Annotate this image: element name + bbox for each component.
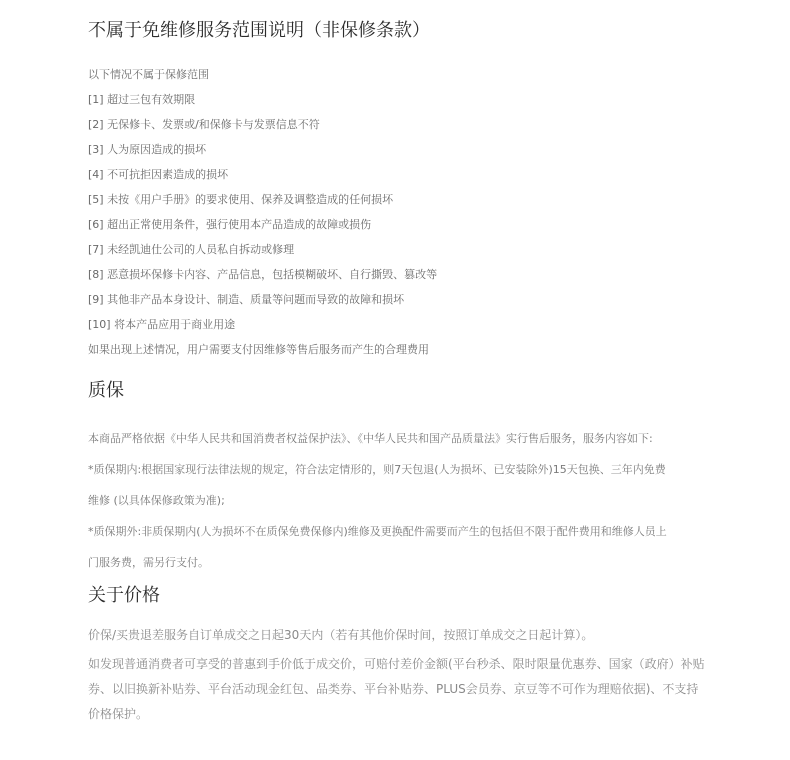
exclusion-intro: 以下情况不属于保修范围 — [88, 68, 209, 81]
price-heading: 关于价格 — [88, 585, 160, 606]
warranty-out-period-line2: 门服务费，需另行支付。 — [88, 556, 209, 569]
exclusion-item-2: [2] 无保修卡、发票或/和保修卡与发票信息不符 — [88, 118, 320, 131]
price-compensation-text: 如发现普通消费者可享受的普惠到手价低于成交价，可赔付差价金额(平台秒杀、限时限量优惠券、国家（政府）补贴券、以旧换新补贴券、平台活动现金红包、品类券、平台补贴券、PLUS会员券、京豆等不可作为理赔依据)、不支持价格保护。 — [88, 657, 705, 721]
price-section — [88, 623, 710, 727]
exclusion-item-9: [9] 其他非产品本身设计、制造、质量等问题而导致的故障和损坏 — [88, 293, 405, 306]
exclusion-item-7: [7] 未经凯迪仕公司的人员私自拆动或修理 — [88, 243, 295, 256]
warranty-in-period-line1: *质保期内:根据国家现行法律法规的规定，符合法定情形的，则7天包退(人为损坏、已安装除外)15天包换、三年内免费 — [88, 463, 666, 476]
exclusion-item-1: [1] 超过三包有效期限 — [88, 93, 196, 106]
exclusion-item-10: [10] 将本产品应用于商业用途 — [88, 318, 236, 331]
exclusion-item-5: [5] 未按《用户手册》的要求使用、保养及调整造成的任何损坏 — [88, 193, 394, 206]
warranty-out-period-line1: *质保期外:非质保期内(人为损坏不在质保免费保修内)维修及更换配件需要而产生的包括但不限于配件费用和维修人员上 — [88, 525, 667, 538]
warranty-section — [88, 423, 708, 578]
page-title: 不属于免维修服务范围说明（非保修条款） — [88, 20, 430, 41]
warranty-in-period-line2: 维修 (以具体保修政策为准); — [88, 494, 225, 507]
price-protection-text: 价保/买贵退差服务自订单成交之日起30天内（若有其他价保时间，按照订单成交之日起计算）。 — [88, 628, 594, 642]
exclusion-item-6: [6] 超出正常使用条件，强行使用本产品造成的故障或损伤 — [88, 218, 372, 231]
exclusion-outro: 如果出现上述情况，用户需要支付因维修等售后服务而产生的合理费用 — [88, 343, 429, 356]
warranty-heading: 质保 — [88, 380, 124, 401]
exclusion-item-8: [8] 恶意损坏保修卡内容、产品信息，包括模糊破坏、自行撕毁、篡改等 — [88, 268, 438, 281]
exclusion-list — [88, 62, 437, 362]
exclusion-item-3: [3] 人为原因造成的损坏 — [88, 143, 207, 156]
warranty-intro: 本商品严格依据《中华人民共和国消费者权益保护法》、《中华人民共和国产品质量法》实行售后服务，服务内容如下: — [88, 432, 653, 445]
exclusion-item-4: [4] 不可抗拒因素造成的损坏 — [88, 168, 229, 181]
